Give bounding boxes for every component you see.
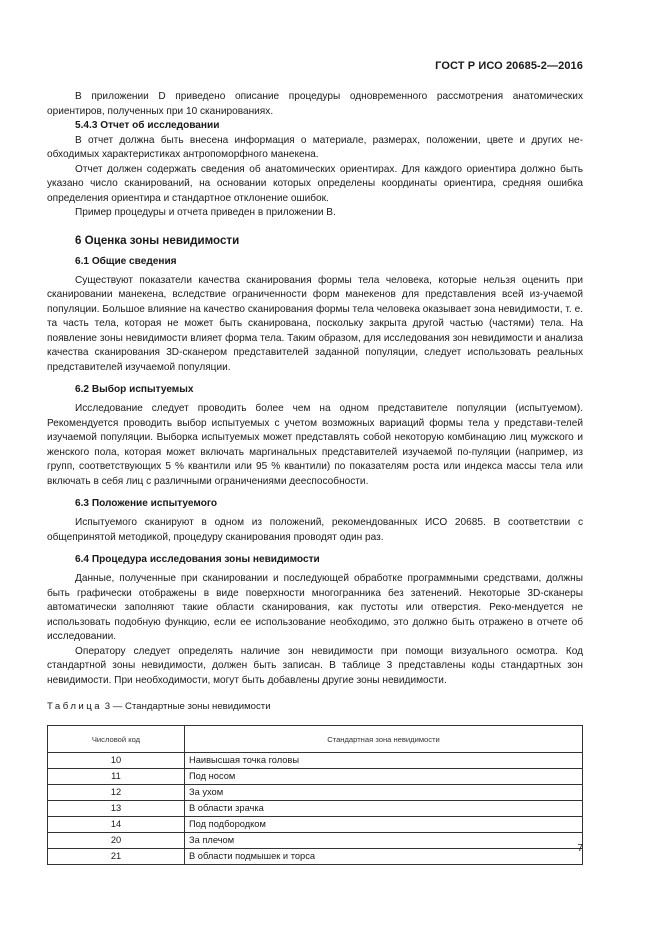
section-6-1-title: 6.1 Общие сведения (75, 255, 177, 267)
code-cell: 13 (48, 801, 185, 817)
table-caption-label: Таблица (47, 701, 103, 712)
paragraph: Отчет должен содержать сведения об анатомических ориентирах. Для каждого ориентира должно быть указано число сканирований, на основании которых определены координаты ориентира, средняя ошибка определения ориентира и стандартное отклонение ошибок. (47, 163, 583, 204)
blind-zones-table (47, 725, 583, 865)
intro-paragraph: В приложении D приведено описание процедуры одновременного рассмотрения анатомических ориентиров, полученных при 10 сканированиях. (47, 91, 583, 117)
page-number: 7 (577, 843, 583, 854)
table-row (48, 753, 583, 769)
paragraph: Пример процедуры и отчета приведен в приложении В. (75, 207, 336, 218)
paragraph: Испытуемого сканируют в одном из положений, рекомендованных ИСО 20685. В соответствии с общепринятой методикой, процедуру сканирования проводят один раз. (47, 517, 583, 543)
code-cell: 21 (48, 849, 185, 865)
code-cell: 12 (48, 785, 185, 801)
header-zone: Стандартная зона невидимости (185, 726, 583, 753)
zone-cell: Наивысшая точка головы (185, 753, 583, 769)
section-6-2-title: 6.2 Выбор испытуемых (75, 384, 194, 395)
zone-cell: Под подбородком (185, 817, 583, 833)
section-6-title: 6 Оценка зоны невидимости (75, 233, 240, 247)
section-6-4-title: 6.4 Процедура исследования зоны невидимости (75, 554, 320, 565)
code-cell: 11 (48, 769, 185, 785)
paragraph: Исследование следует проводить более чем на одном представителе популяции (испытуемом). Рекомендуется проводить выбор испытуемых с учетом возможных вариаций формы тела у представи-телей изучаемой популяции. Выборка испытуемых может представлять собой некоторую комбинацию лиц мужского и женского пола, которая может включать маргинальных представителей изучаемой по-пуляции (например, из групп, соответствующих 5 % квантили или 95 % квантили) по показателям роста или индекса массы тела или включать в себя лиц с различными ограничениями дееспособности. (47, 403, 583, 487)
zone-cell: За ухом (185, 785, 583, 801)
table-caption-text: 3 — Стандартные зоны невидимости (104, 701, 271, 712)
zone-cell: За плечом (185, 833, 583, 849)
section-6-3-title: 6.3 Положение испытуемого (75, 498, 218, 509)
code-cell: 14 (48, 817, 185, 833)
zone-cell: В области зрачка (185, 801, 583, 817)
table-row (48, 785, 583, 801)
table-row (48, 769, 583, 785)
table-caption (47, 701, 583, 712)
table-header-row (48, 726, 583, 753)
paragraph: Существуют показатели качества сканирования формы тела человека, которые нельзя оценить при сканировании манекена, вследствие ограниченности форм манекенов для представления всей из-учаемой популяции. Большое влияние на качество сканирования формы тела человека оказывает зона невидимости, т. е. та часть тела, которая не может быть сканирована, поскольку закрыта другой частью (частями) тела. На появление зоны невидимости влияет форма тела. Таким образом, для исследования зон невидимости и анализа качества сканирования 3D-сканером представителей заданной популяции, следует использовать реальных представителей изучаемой популяции. (47, 274, 583, 373)
document-header: ГОСТ Р ИСО 20685-2—2016 (435, 60, 583, 72)
paragraph: В отчет должна быть внесена информация о материале, размерах, положении, цвете и других не-обходимых характеристиках антропоморфного манекена. (47, 134, 583, 160)
zone-cell: Под носом (185, 769, 583, 785)
code-cell: 10 (48, 753, 185, 769)
paragraph: Данные, полученные при сканировании и последующей обработке программными средствами, должны быть графически отображены в виде поверхности многогранника без затенений. Некоторые 3D-сканеры автоматически заполняют такие области сканирования, как пустоты или отверстия. Реко-мендуется не использовать подобную функцию, если ее использование необходимо, это должно быть отражено в отчете об исследовании. (47, 573, 583, 642)
code-cell: 20 (48, 833, 185, 849)
page-body (47, 90, 583, 865)
header-code: Числовой код (48, 726, 185, 753)
zone-cell: В области подмышек и торса (185, 849, 583, 865)
table-row (48, 817, 583, 833)
paragraph: Оператору следует определять наличие зон невидимости при помощи визуального осмотра. Код стандартной зоны невидимости, должен быть записан. В таблице 3 представлены коды стандартных зон невидимости. При необходимости, могут быть добавлены другие зоны невидимости. (47, 645, 583, 686)
table-row (48, 801, 583, 817)
table-row (48, 849, 583, 865)
section-5-4-3-title: 5.4.3 Отчет об исследовании (75, 120, 220, 131)
table-row (48, 833, 583, 849)
